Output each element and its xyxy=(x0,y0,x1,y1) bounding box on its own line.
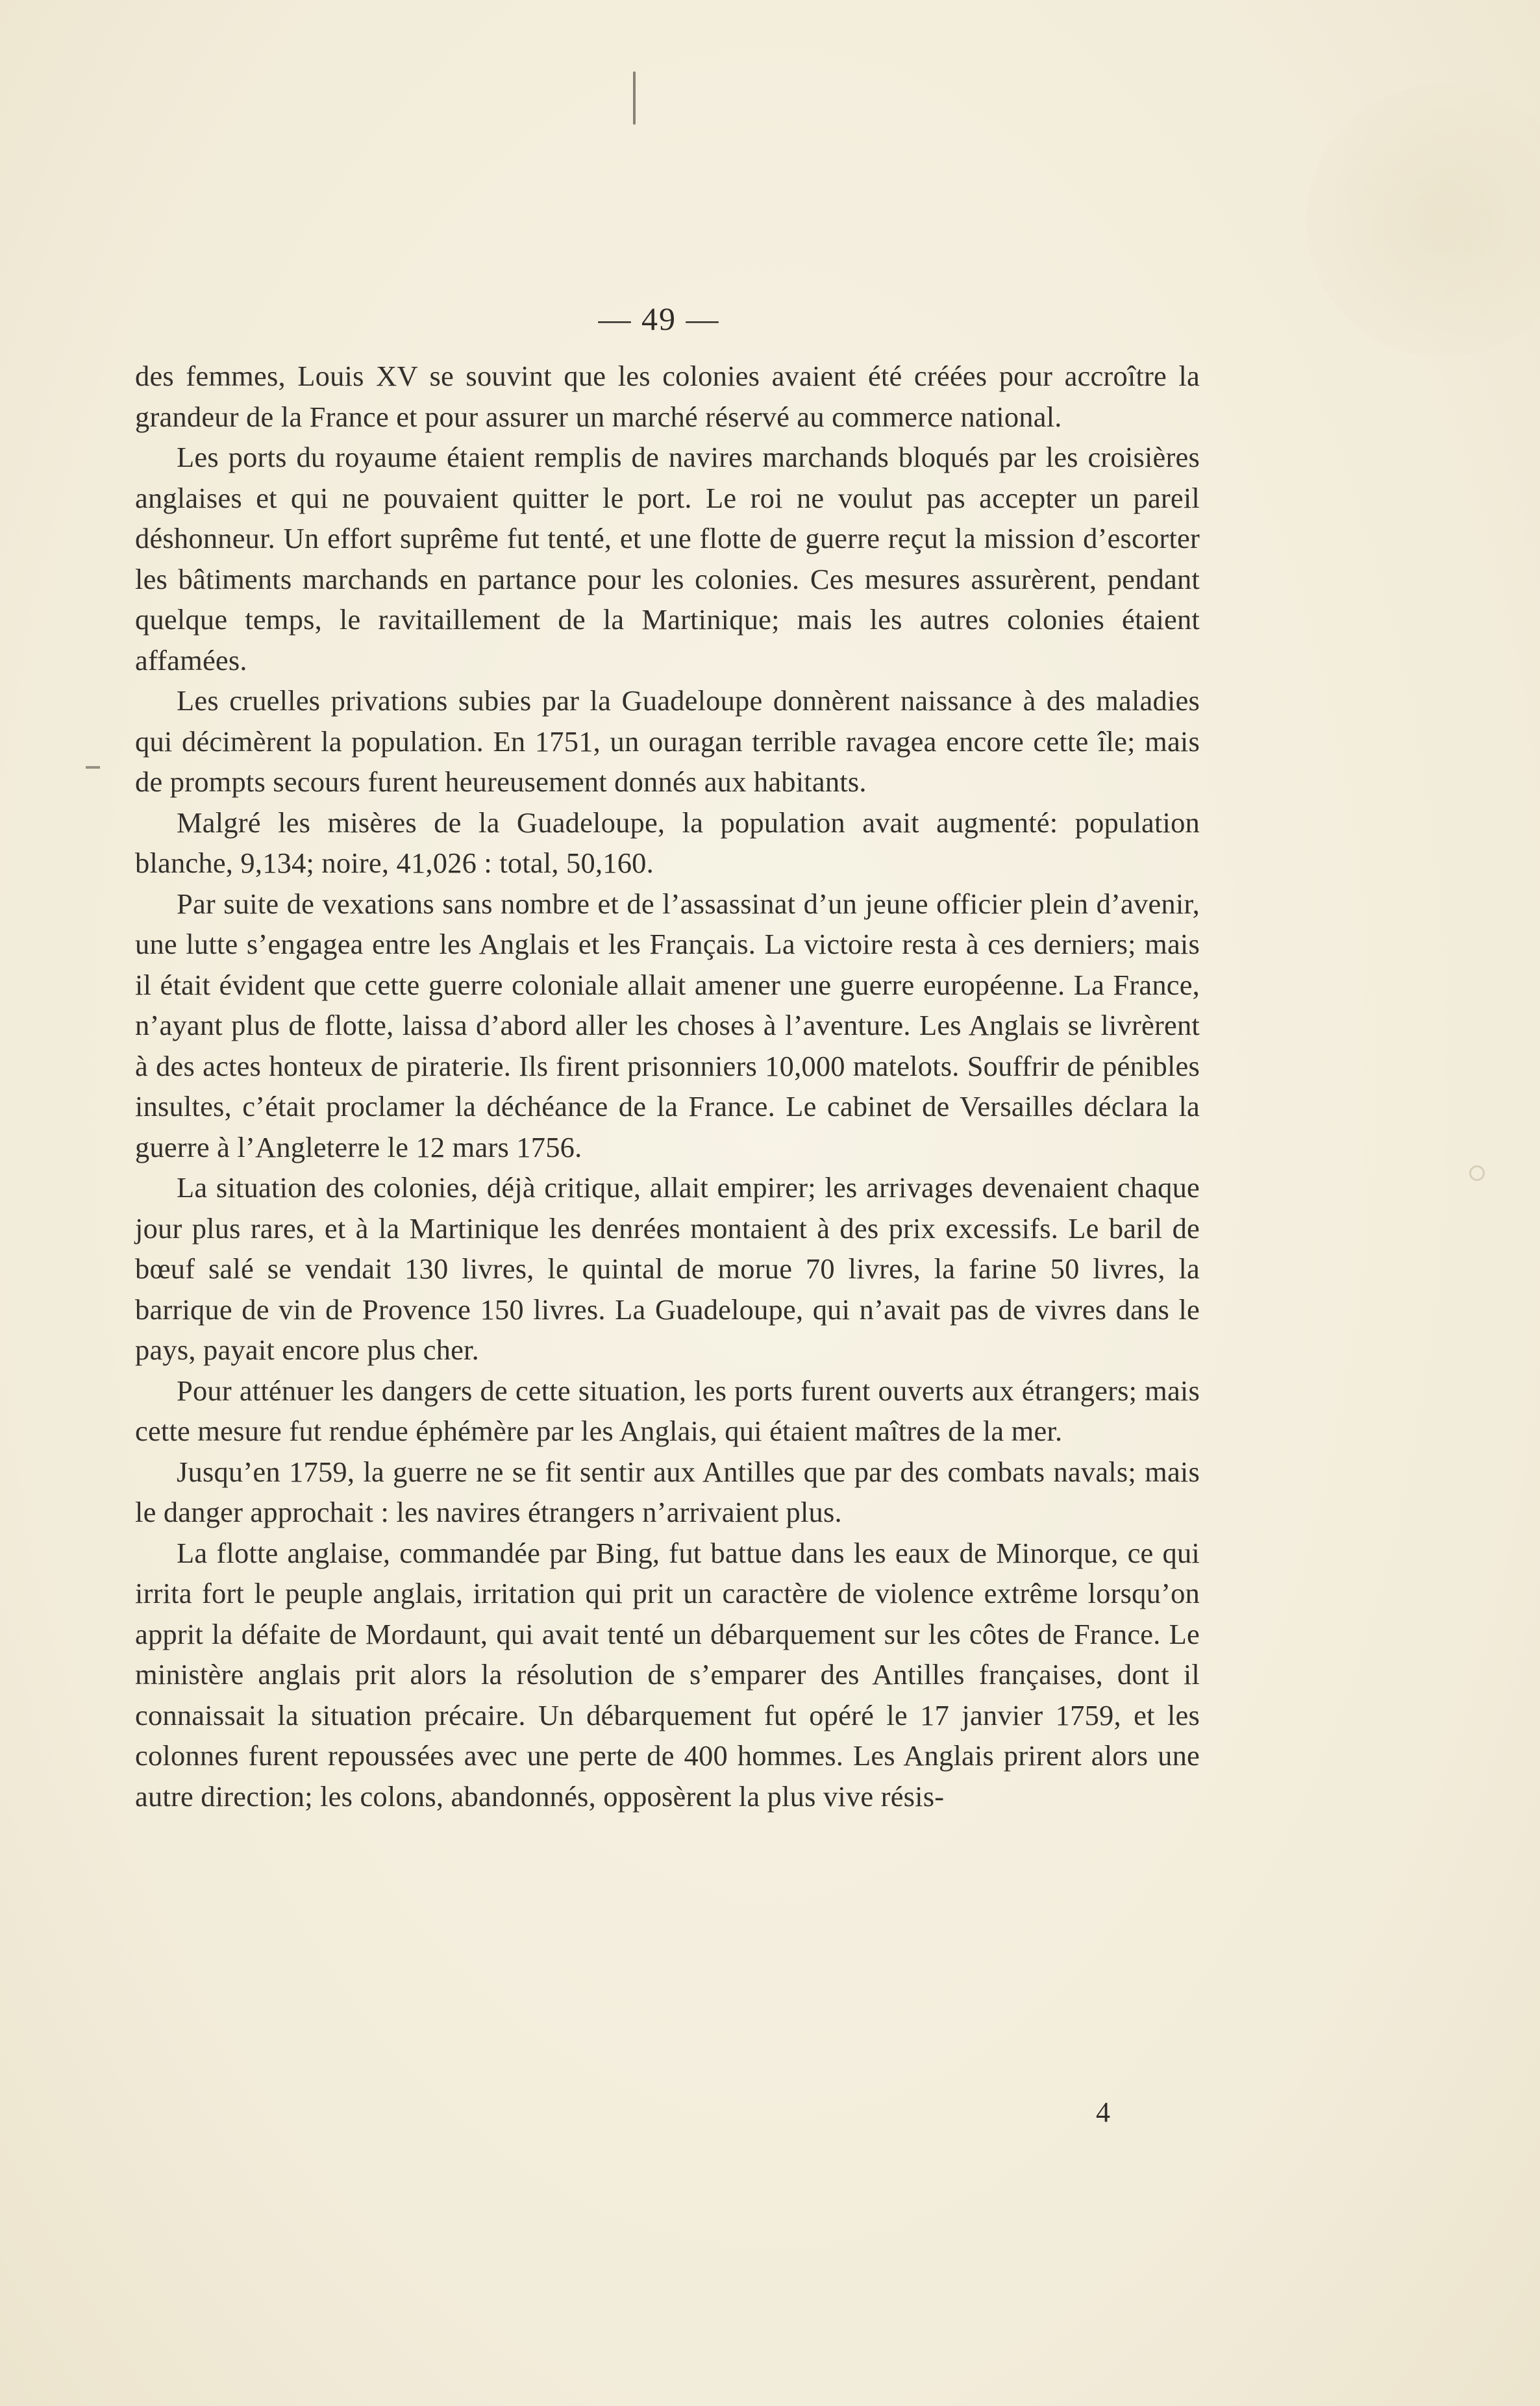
paragraph: Jusqu’en 1759, la guerre ne se fit sentir aux Antilles que par des combats navals; mais le danger approchait : les navires étrangers n’arrivaient plus. xyxy=(135,1455,1200,1528)
paragraph: Par suite de vexations sans nombre et de l’assassinat d’un jeune officier plein d’avenir, une lutte s’engagea entre les Anglais et les Français. La victoire resta à ces derniers; mais il était évident que cette guerre coloniale allait amener une guerre européenne. La France, n’ayant plus de flotte, laissa d’abord aller les choses à l’aventure. Les Anglais se livrèrent à des actes honteux de piraterie. Ils firent prisonniers 10,000 matelots. Souffrir de pénibles insultes, c’était proclamer la déchéance de la France. Le cabinet de Versailles déclara la guerre à l’Angleterre le 12 mars 1756. xyxy=(135,887,1200,1163)
margin-dot xyxy=(1469,1165,1485,1181)
body-text xyxy=(135,356,1200,1817)
ink-mark xyxy=(633,71,636,125)
paragraph: Pour atténuer les dangers de cette situation, les ports furent ouverts aux étrangers; mais cette mesure fut rendue éphémère par les Anglais, qui étaient maîtres de la mer. xyxy=(135,1374,1200,1447)
paragraph: des femmes, Louis XV se souvint que les colonies avaient été créées pour accroître la grandeur de la France et pour assurer un marché réservé au commerce national. xyxy=(135,360,1200,433)
paragraph: Les ports du royaume étaient remplis de navires marchands bloqués par les croisières anglaises et qui ne pouvaient quitter le port. Le roi ne voulut pas accepter un pareil déshonneur. Un effort suprême fut tenté, et une flotte de guerre reçut la mission d’escorter les bâtiments marchands en partance pour les colonies. Ces mesures assurèrent, pendant quelque temps, le ravitaillement de la Martinique; mais les autres colonies étaient affamées. xyxy=(135,441,1200,676)
paragraph: La situation des colonies, déjà critique, allait empirer; les arrivages devenaient chaque jour plus rares, et à la Martinique les denrées montaient à des prix excessifs. Le baril de bœuf salé se vendait 130 livres, le quintal de morue 70 livres, la farine 50 livres, la barrique de vin de Provence 150 livres. La Guadeloupe, qui n’avait pas de vivres dans le pays, payait encore plus cher. xyxy=(135,1171,1200,1366)
paragraph: Les cruelles privations subies par la Guadeloupe donnèrent naissance à des maladies qui décimèrent la population. En 1751, un ouragan terrible ravagea encore cette île; mais de prompts secours furent heureusement donnés aux habitants. xyxy=(135,684,1200,798)
paragraph: La flotte anglaise, commandée par Bing, fut battue dans les eaux de Minorque, ce qui irrita fort le peuple anglais, irritation qui prit un caractère de violence extrême lorsqu’on apprit la défaite de Mordaunt, qui avait tenté un débarquement sur les côtes de France. Le ministère anglais prit alors la résolution de s’emparer des Antilles françaises, dont il connaissait la situation précaire. Un débarquement fut opéré le 17 janvier 1759, et les colonnes furent repoussées avec une perte de 400 hommes. Les Anglais prirent alors une autre direction; les colons, abandonnés, opposèrent la plus vive résis- xyxy=(135,1536,1200,1813)
library-stamp-watermark xyxy=(1306,84,1540,357)
margin-mark xyxy=(86,766,100,769)
signature-mark: 4 xyxy=(1096,2096,1110,2128)
paragraph: Malgré les misères de la Guadeloupe, la population avait augmenté: population blanche, 9,134; noire, 41,026 : total, 50,160. xyxy=(135,806,1200,879)
page-number: — 49 — xyxy=(598,301,720,337)
